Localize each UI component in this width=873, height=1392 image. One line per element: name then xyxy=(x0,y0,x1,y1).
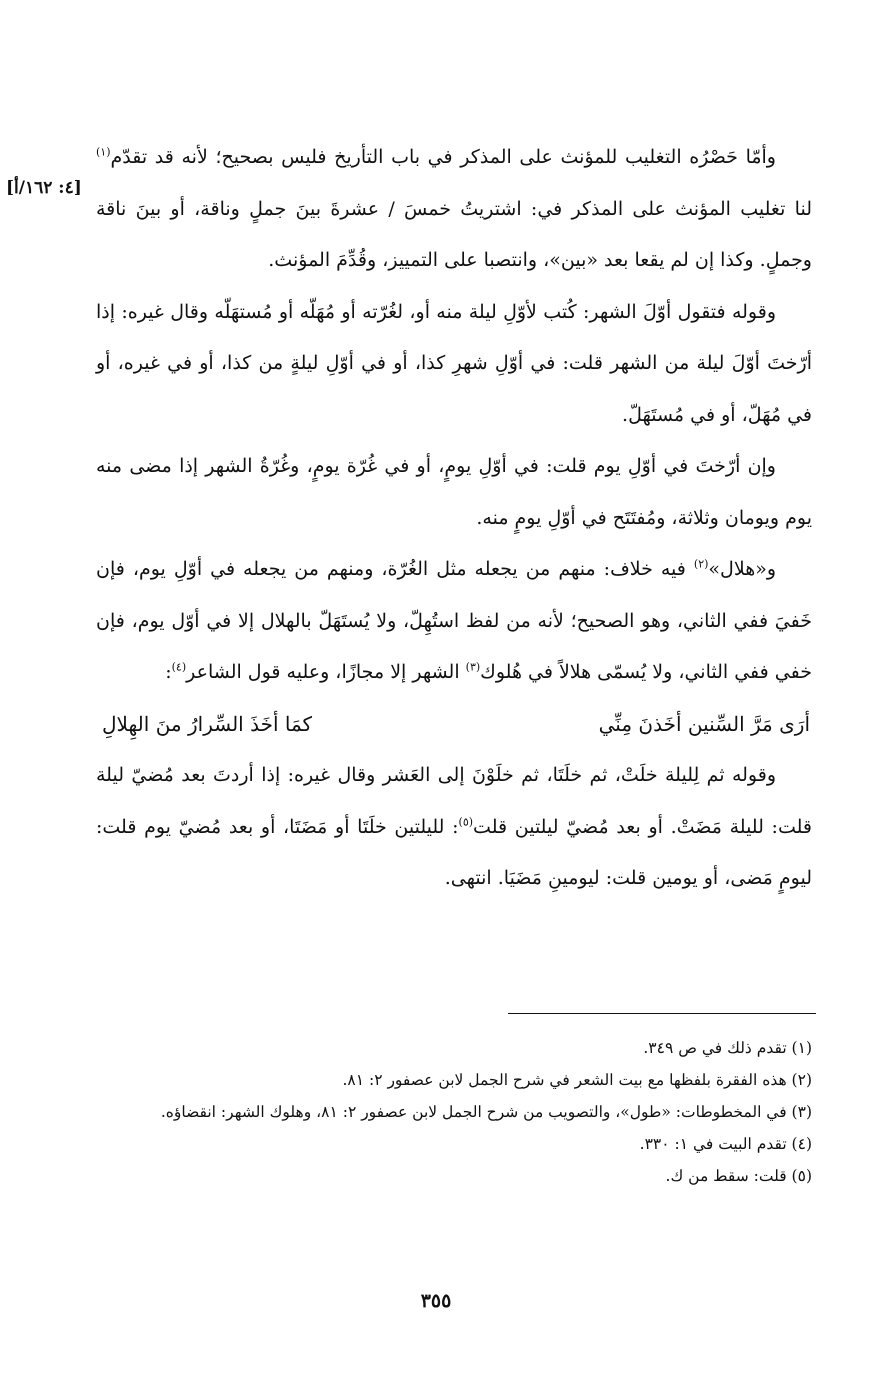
text-line: مجازًا، وعليه قول الشاعر xyxy=(186,661,385,683)
text-line: فيه خلاف: منهم من يجعله مثل الغُرّة، ومنهم من يجعله في أوّلِ xyxy=(173,558,686,580)
footnote: (١) تقدم ذلك في ص ٣٤٩. xyxy=(643,1039,812,1057)
text-line: و«هلال» xyxy=(708,558,777,580)
text-line: وقوله ثم لِليلة خلَتْ، ثم خلَتَا، ثم خلَوْنَ إلى العَشر وقال غيره: إذا أردتَ xyxy=(213,764,776,786)
text-line: : لليلتين خلَتَا أو xyxy=(335,815,459,838)
text-line: يوم، فإن خَفيَ ففي الثاني، وهو الصحيح؛ لأنه من لفظ استُهِلّ، ولا يُستَهَلّ بالهلال xyxy=(96,558,812,632)
page-number: ٣٥٥ xyxy=(420,1290,452,1312)
margin-reference: [٤: ١٦٢/أ] xyxy=(6,178,82,198)
footnote: (٤) تقدم البيت في ١: ٣٣٠. xyxy=(639,1135,812,1153)
main-text xyxy=(96,132,812,905)
footnote-ref: (٥) xyxy=(458,815,474,829)
text-line: وإن أرّختَ في أوّلِ يوم قلت: في أوّلِ يومٍ، أو في غُرّة يومٍ، وغُرّةُ الشهر إذا xyxy=(179,455,776,477)
text-line: وقُدِّمَ المؤنث. xyxy=(268,249,377,271)
verse-hemistich: كمَا أخَذَ السِّرارُ منَ الهِلالِ xyxy=(102,711,313,736)
poetry-verse xyxy=(96,699,812,751)
text-line: الشهر إلا xyxy=(390,661,460,683)
paragraph xyxy=(96,750,812,905)
footnote-ref: (١) xyxy=(96,145,111,159)
footnote-ref: (٣) xyxy=(465,660,481,674)
text-line: لنا تغليب المؤنث على المذكر في: اشتريتُ خمسَ / عشرةَ بينَ جملٍ xyxy=(249,197,812,220)
paragraph xyxy=(96,441,812,544)
footnote: (٣) في المخطوطات: «طول»، والتصويب من شرح الجمل لابن عصفور ٢: ٨١، وهلوك الشهر: انقضاؤه. xyxy=(160,1103,812,1121)
text-line: بعد مُضيّ ليلة قلت: لليلة مَضَتْ. أو بعد مُضيّ ليلتين قلت xyxy=(96,764,812,838)
text-line: مُستهَلّه وقال غيره: إذا أرّختَ أوّلَ ليلة من الشهر قلت: في أوّلِ شهرِ كذا، أو في xyxy=(96,300,812,374)
paragraph xyxy=(96,132,812,287)
footnote: (٢) هذه الفقرة بلفظها مع بيت الشعر في شرح الجمل لابن عصفور ٢: ٨١. xyxy=(342,1071,812,1089)
text-line: وأمّا حَصْرُه التغليب للمؤنث على المذكر في باب التأريخ فليس بصحيح؛ xyxy=(215,146,776,168)
text-line: وقوله فتقول أوّلَ الشهر: كُتب لأوّلِ ليلة منه أو، لغُرّته أو مُهَلّه أو xyxy=(278,300,777,323)
text-line: إلا في أوّل يوم، فإن خفي ففي الثاني، ولا يُسمّى هلالاً في هُلوك xyxy=(96,609,812,683)
text-line: لأنه قد تقدّم xyxy=(110,146,208,168)
footnotes xyxy=(96,1032,812,1192)
paragraph xyxy=(96,287,812,442)
footnote-ref: (٢) xyxy=(693,557,709,571)
text-line: مضى منه يوم ويومان وثلاثة، ومُفتَتَح في أوّلِ يومٍ منه. xyxy=(96,455,812,529)
footnote-divider xyxy=(508,1013,816,1014)
paragraph: و«هلال»$^{(٢)}$ فيه خلاف: منهم من يجعله مثل الغُرّة، ومنهم من يجعله في أوّلِ يوم، فإن خَفيَ ففي الثاني، وهو الصحيح؛ لأنه من لفظ استُهِلّ، ولا يُستَهَلّ بالهلال إلا في أوّل يوم، فإن خفي ففي الثاني، ولا يُسمّى هلالاً في هُلوك$^{(٣)}$ الشهر إلا مجازًا، وعليه قول الشاعر$^{(٤)}$: xyxy=(96,557,812,683)
text-line: وناقة، أو بينَ ناقة وجملٍ. وكذا إن لم يقعا بعد «بين»، وانتصبا على التمييز، xyxy=(96,197,812,271)
footnote: (٥) قلت: سقط من ك. xyxy=(665,1167,812,1185)
text-line: مَضَتَا، أو بعد مُضيّ يوم قلت: ليومٍ مَضى، أو يومين قلت: ليومينِ مَضَيَا. انتهى. xyxy=(96,815,812,889)
verse-hemistich: أرَى مَرَّ السِّنين أخَذنَ مِنِّي xyxy=(598,711,810,736)
text-line: أوّلِ ليلةٍ من كذا، أو في غيره، أو في مُهَلّ، أو في مُستَهَلّ. xyxy=(96,352,812,426)
footnote-ref: (٤) xyxy=(171,660,187,674)
